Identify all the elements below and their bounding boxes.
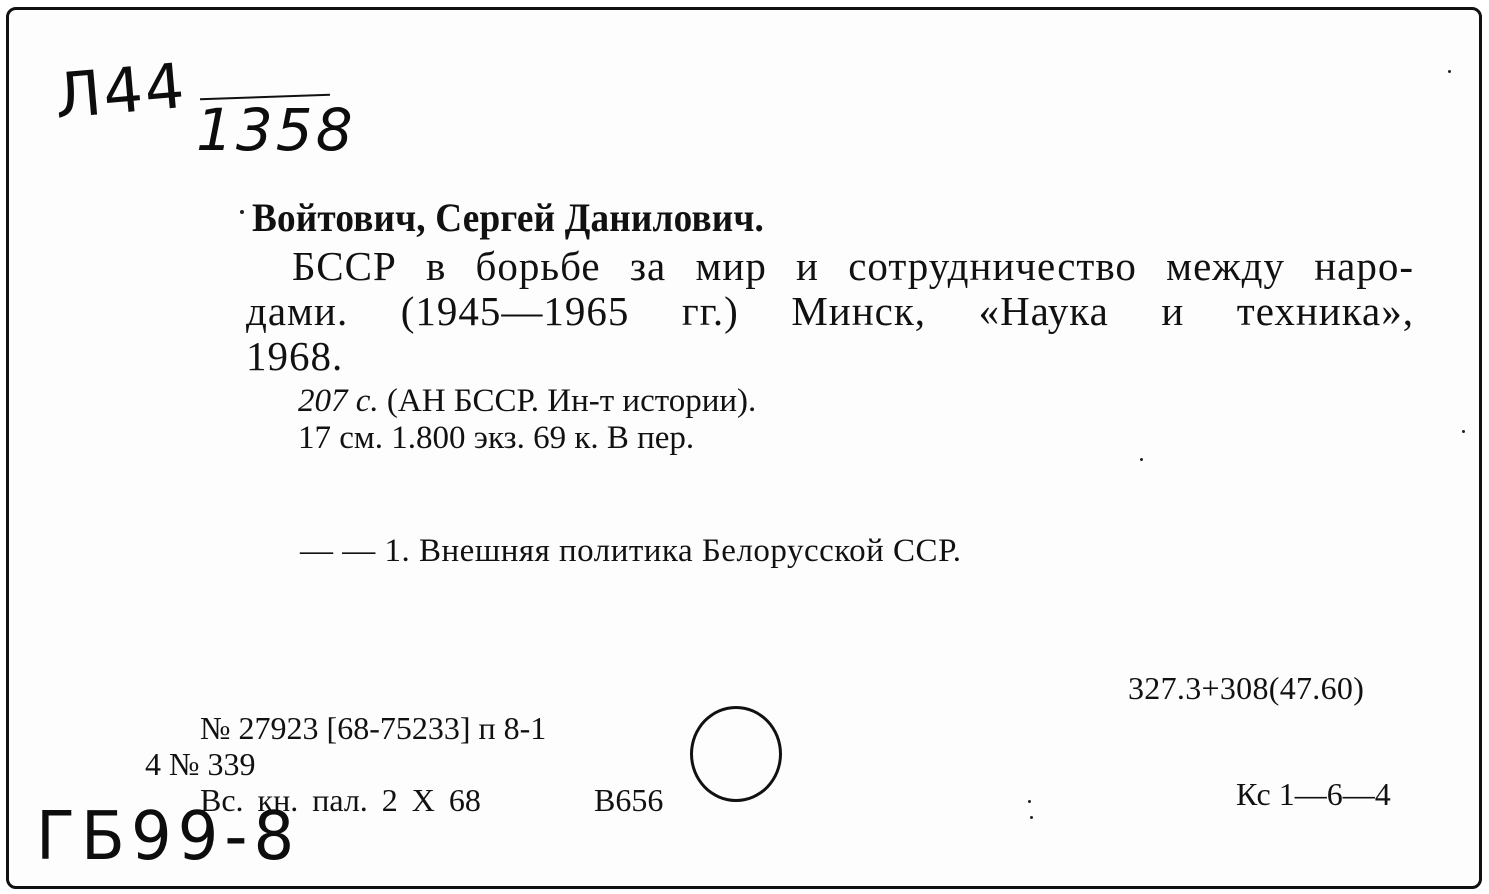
classification-code: 327.3+308(47.60) (1128, 670, 1365, 706)
ink-speck (1140, 458, 1143, 461)
ink-speck (1030, 816, 1033, 819)
call-number-main: Л44 (51, 48, 190, 133)
sheet-number: 4 № 339 (145, 746, 256, 782)
price-code: В656 (594, 782, 664, 818)
ink-speck (1028, 800, 1031, 803)
title-block (246, 244, 1414, 379)
chamber-imprint: Вс. кн. пал. 2 X 68 (200, 782, 481, 818)
collation-pages: 207 с. (298, 383, 379, 419)
ink-speck (1462, 430, 1465, 433)
order-number: № 27923 [68-75233] п 8-1 (200, 710, 547, 746)
ks-code: Кс 1—6—4 (1236, 776, 1391, 812)
collation-line-1 (298, 383, 756, 420)
ink-speck (240, 210, 244, 214)
author-heading: Войтович, Сергей Данилович. (252, 195, 765, 240)
collation-line-2: 17 см. 1.800 экз. 69 к. В пер. (298, 420, 695, 456)
call-number-sub: 1358 (196, 96, 356, 164)
title-line-1: БССР в борьбе за мир и сотрудничество между наро- (292, 243, 1414, 289)
ink-speck (1448, 70, 1451, 73)
inventory-handwritten: ГБ99-8 (36, 798, 301, 876)
circle-stamp (690, 706, 782, 802)
subject-heading: — — 1. Внешняя политика Белорусской ССР. (300, 533, 962, 569)
collation-series: (АН БССР. Ин-т истории). (386, 383, 757, 419)
title-line-3: 1968. (246, 333, 344, 379)
title-line-2: дами. (1945—1965 гг.) Минск, «Наука и техника», (246, 288, 1414, 334)
